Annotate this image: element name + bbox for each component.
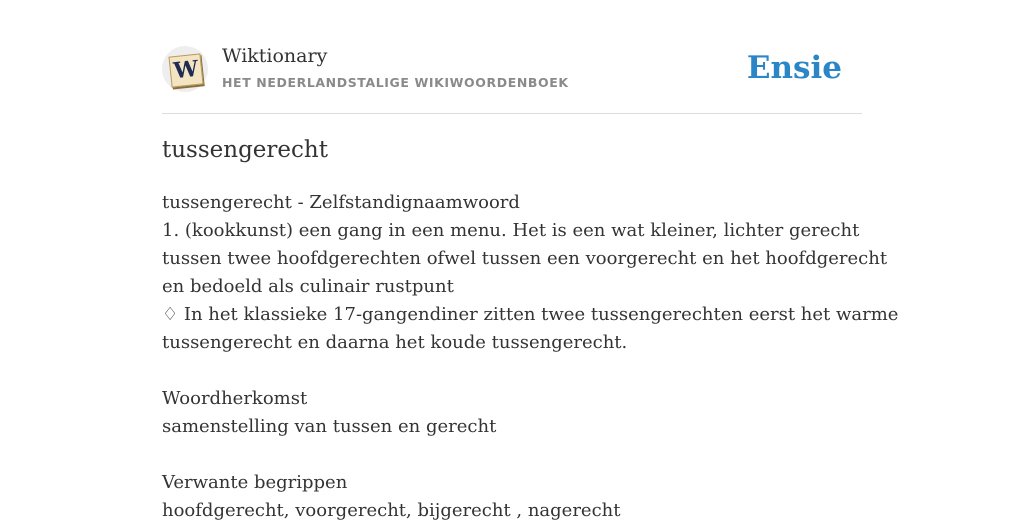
- definition-line: tussen twee hoofdgerechten ofwel tussen een voorgerecht en het hoofdgerecht: [162, 248, 888, 269]
- spacer: [162, 441, 862, 469]
- page-container: [162, 0, 899, 521]
- spacer: [162, 357, 862, 385]
- etymology-heading: Woordherkomst: [162, 388, 308, 409]
- wiktionary-logo-icon[interactable]: [162, 46, 208, 92]
- related-terms-heading: Verwante begrippen: [162, 472, 348, 493]
- site-tagline: HET NEDERLANDSTALIGE WIKIWOORDENBOEK: [222, 75, 569, 90]
- site-header: [162, 0, 862, 114]
- site-name[interactable]: Wiktionary: [222, 45, 328, 67]
- related-terms-text: hoofdgerecht, voorgerecht, bijgerecht , nagerecht: [162, 500, 621, 521]
- etymology-text: samenstelling van tussen en gerecht: [162, 416, 497, 437]
- definition-line: 1. (kookkunst) een gang in een menu. Het is een wat kleiner, lichter gerecht: [162, 220, 860, 241]
- page-title: tussengerecht: [162, 137, 328, 163]
- example-line: tussengerecht en daarna het koude tussengerecht.: [162, 332, 628, 353]
- logo-tile: W: [168, 53, 203, 87]
- ensie-brand-logo[interactable]: Ensie: [746, 50, 842, 86]
- entry-heading-line: tussengerecht - Zelfstandignaamwoord: [162, 192, 520, 213]
- definition-line: en bedoeld als culinair rustpunt: [162, 276, 454, 297]
- entry-content: [162, 189, 899, 525]
- example-line: ♢ In het klassieke 17-gangendiner zitten twee tussengerechten eerst het warme: [162, 304, 899, 325]
